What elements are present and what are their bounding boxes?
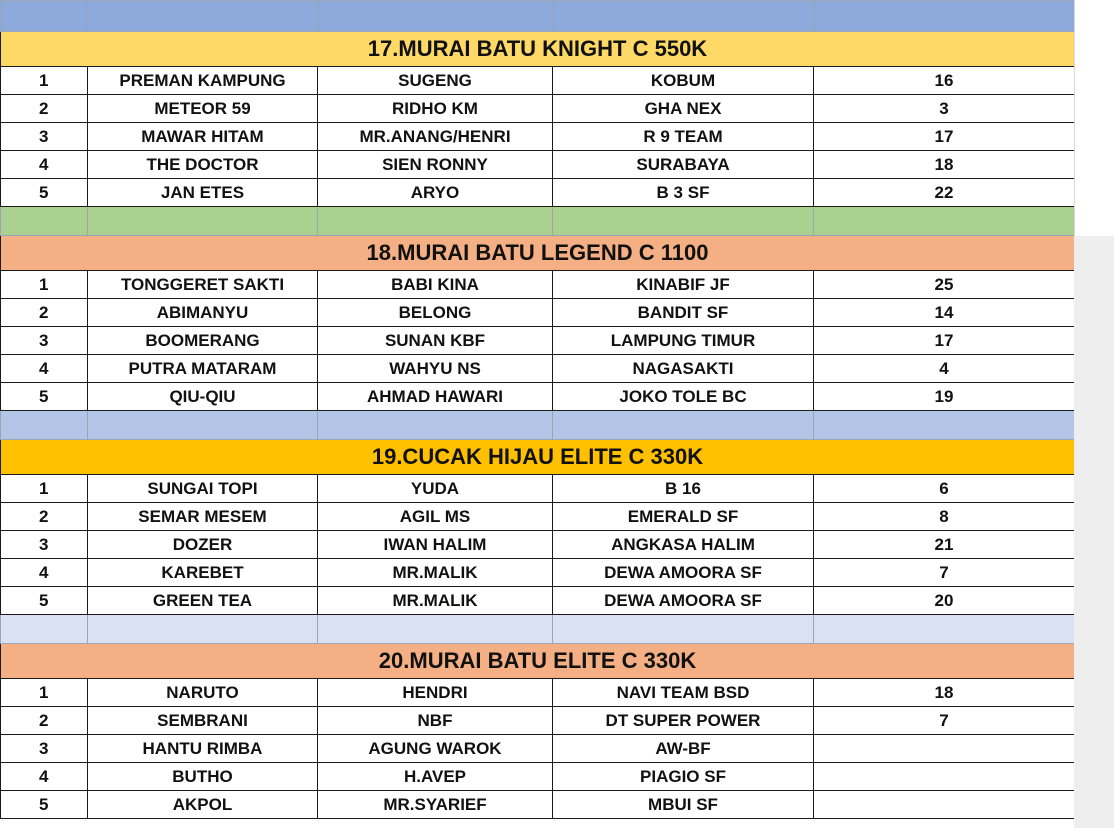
bird-name-cell[interactable]: JAN ETES — [88, 179, 318, 207]
sheet-empty-area — [1074, 236, 1114, 828]
score-cell[interactable]: 3 — [814, 95, 1075, 123]
score-cell[interactable]: 18 — [814, 151, 1075, 179]
spacer-cell[interactable] — [553, 615, 814, 644]
class-title[interactable]: 18.MURAI BATU LEGEND C 1100 — [1, 236, 1075, 271]
table-row — [1, 123, 1075, 151]
entry-number-cell[interactable]: 5 — [1, 383, 88, 411]
entry-number-cell[interactable]: 1 — [1, 67, 88, 95]
table-row — [1, 327, 1075, 355]
score-cell[interactable]: 7 — [814, 707, 1075, 735]
table-row — [1, 531, 1075, 559]
bird-name-cell[interactable]: QIU-QIU — [88, 383, 318, 411]
bird-name-cell[interactable]: PREMAN KAMPUNG — [88, 67, 318, 95]
owner-name-cell[interactable]: H.AVEP — [318, 763, 553, 791]
score-cell[interactable]: 14 — [814, 299, 1075, 327]
bird-name-cell[interactable]: GREEN TEA — [88, 587, 318, 615]
table-row — [1, 179, 1075, 207]
owner-name-cell[interactable]: YUDA — [318, 475, 553, 503]
table-row — [1, 791, 1075, 819]
header-cell[interactable] — [814, 1, 1075, 32]
header-cell[interactable] — [1, 1, 88, 32]
entry-number-cell[interactable]: 4 — [1, 763, 88, 791]
owner-name-cell[interactable]: SUNAN KBF — [318, 327, 553, 355]
table-row — [1, 679, 1075, 707]
bird-name-cell[interactable]: BUTHO — [88, 763, 318, 791]
entry-number-cell[interactable]: 3 — [1, 531, 88, 559]
score-cell[interactable]: 25 — [814, 271, 1075, 299]
score-cell[interactable]: 4 — [814, 355, 1075, 383]
table-row — [1, 95, 1075, 123]
team-name-cell[interactable]: JOKO TOLE BC — [553, 383, 814, 411]
score-cell[interactable]: 17 — [814, 327, 1075, 355]
sheet-edge — [1074, 0, 1075, 236]
team-name-cell[interactable]: EMERALD SF — [553, 503, 814, 531]
entry-number-cell[interactable]: 2 — [1, 707, 88, 735]
entry-number-cell[interactable]: 2 — [1, 95, 88, 123]
bird-name-cell[interactable]: BOOMERANG — [88, 327, 318, 355]
spacer-cell[interactable] — [553, 207, 814, 236]
score-cell[interactable] — [814, 791, 1075, 819]
class-title-row — [1, 32, 1075, 67]
table-row — [1, 151, 1075, 179]
bird-name-cell[interactable]: PUTRA MATARAM — [88, 355, 318, 383]
class-title-row — [1, 236, 1075, 271]
owner-name-cell[interactable]: MR.SYARIEF — [318, 791, 553, 819]
entry-number-cell[interactable]: 4 — [1, 151, 88, 179]
team-name-cell[interactable]: BANDIT SF — [553, 299, 814, 327]
table-row — [1, 763, 1075, 791]
header-cell[interactable] — [318, 1, 553, 32]
table-row — [1, 475, 1075, 503]
owner-name-cell[interactable]: SUGENG — [318, 67, 553, 95]
team-name-cell[interactable]: PIAGIO SF — [553, 763, 814, 791]
spacer-cell[interactable] — [88, 615, 318, 644]
spacer-row — [1, 207, 1075, 236]
sheet-body — [1, 1, 1075, 819]
bird-name-cell[interactable]: METEOR 59 — [88, 95, 318, 123]
team-name-cell[interactable]: SURABAYA — [553, 151, 814, 179]
bird-name-cell[interactable]: THE DOCTOR — [88, 151, 318, 179]
score-cell[interactable]: 19 — [814, 383, 1075, 411]
table-row — [1, 707, 1075, 735]
bird-name-cell[interactable]: HANTU RIMBA — [88, 735, 318, 763]
score-cell[interactable]: 22 — [814, 179, 1075, 207]
spacer-cell[interactable] — [88, 207, 318, 236]
entry-number-cell[interactable]: 3 — [1, 327, 88, 355]
team-name-cell[interactable]: B 3 SF — [553, 179, 814, 207]
spacer-cell[interactable] — [88, 411, 318, 440]
owner-name-cell[interactable]: BELONG — [318, 299, 553, 327]
team-name-cell[interactable]: MBUI SF — [553, 791, 814, 819]
score-cell[interactable]: 21 — [814, 531, 1075, 559]
table-row — [1, 271, 1075, 299]
spacer-cell[interactable] — [318, 615, 553, 644]
table-row — [1, 503, 1075, 531]
spacer-cell[interactable] — [1, 207, 88, 236]
entry-number-cell[interactable]: 1 — [1, 475, 88, 503]
spacer-row — [1, 615, 1075, 644]
class-title[interactable]: 19.CUCAK HIJAU ELITE C 330K — [1, 440, 1075, 475]
owner-name-cell[interactable]: MR.ANANG/HENRI — [318, 123, 553, 151]
score-cell[interactable]: 8 — [814, 503, 1075, 531]
score-cell[interactable]: 18 — [814, 679, 1075, 707]
owner-name-cell[interactable]: SIEN RONNY — [318, 151, 553, 179]
owner-name-cell[interactable]: HENDRI — [318, 679, 553, 707]
owner-name-cell[interactable]: MR.MALIK — [318, 559, 553, 587]
spacer-cell[interactable] — [1, 615, 88, 644]
spacer-row — [1, 411, 1075, 440]
class-title-row — [1, 440, 1075, 475]
table-row — [1, 735, 1075, 763]
bird-name-cell[interactable]: NARUTO — [88, 679, 318, 707]
owner-name-cell[interactable]: WAHYU NS — [318, 355, 553, 383]
table-row — [1, 383, 1075, 411]
table-row — [1, 355, 1075, 383]
header-bar — [1, 1, 1075, 32]
team-name-cell[interactable]: DT SUPER POWER — [553, 707, 814, 735]
team-name-cell[interactable]: DEWA AMOORA SF — [553, 559, 814, 587]
owner-name-cell[interactable]: IWAN HALIM — [318, 531, 553, 559]
score-cell[interactable] — [814, 735, 1075, 763]
entry-number-cell[interactable]: 5 — [1, 587, 88, 615]
bird-name-cell[interactable]: KAREBET — [88, 559, 318, 587]
score-cell[interactable]: 17 — [814, 123, 1075, 151]
owner-name-cell[interactable]: AGUNG WAROK — [318, 735, 553, 763]
table-row — [1, 587, 1075, 615]
team-name-cell[interactable]: KINABIF JF — [553, 271, 814, 299]
team-name-cell[interactable]: NAVI TEAM BSD — [553, 679, 814, 707]
entry-number-cell[interactable]: 4 — [1, 559, 88, 587]
team-name-cell[interactable]: DEWA AMOORA SF — [553, 587, 814, 615]
owner-name-cell[interactable]: RIDHO KM — [318, 95, 553, 123]
score-cell[interactable]: 16 — [814, 67, 1075, 95]
owner-name-cell[interactable]: BABI KINA — [318, 271, 553, 299]
score-cell[interactable] — [814, 763, 1075, 791]
score-cell[interactable]: 20 — [814, 587, 1075, 615]
owner-name-cell[interactable]: AHMAD HAWARI — [318, 383, 553, 411]
team-name-cell[interactable]: GHA NEX — [553, 95, 814, 123]
score-cell[interactable]: 7 — [814, 559, 1075, 587]
bird-name-cell[interactable]: MAWAR HITAM — [88, 123, 318, 151]
bird-name-cell[interactable]: ABIMANYU — [88, 299, 318, 327]
spacer-cell[interactable] — [318, 411, 553, 440]
team-name-cell[interactable]: B 16 — [553, 475, 814, 503]
entry-number-cell[interactable]: 4 — [1, 355, 88, 383]
owner-name-cell[interactable]: MR.MALIK — [318, 587, 553, 615]
header-cell[interactable] — [88, 1, 318, 32]
table-row — [1, 299, 1075, 327]
entry-number-cell[interactable]: 2 — [1, 503, 88, 531]
class-title-row — [1, 644, 1075, 679]
bird-name-cell[interactable]: SEMAR MESEM — [88, 503, 318, 531]
entry-number-cell[interactable]: 2 — [1, 299, 88, 327]
header-cell[interactable] — [553, 1, 814, 32]
team-name-cell[interactable]: NAGASAKTI — [553, 355, 814, 383]
team-name-cell[interactable]: R 9 TEAM — [553, 123, 814, 151]
entry-number-cell[interactable]: 1 — [1, 271, 88, 299]
bird-name-cell[interactable]: DOZER — [88, 531, 318, 559]
owner-name-cell[interactable]: NBF — [318, 707, 553, 735]
entry-number-cell[interactable]: 1 — [1, 679, 88, 707]
bird-name-cell[interactable]: SEMBRANI — [88, 707, 318, 735]
team-name-cell[interactable]: ANGKASA HALIM — [553, 531, 814, 559]
table-row — [1, 559, 1075, 587]
spacer-cell[interactable] — [814, 615, 1075, 644]
entry-number-cell[interactable]: 3 — [1, 123, 88, 151]
spacer-cell[interactable] — [1, 411, 88, 440]
owner-name-cell[interactable]: ARYO — [318, 179, 553, 207]
team-name-cell[interactable]: LAMPUNG TIMUR — [553, 327, 814, 355]
team-name-cell[interactable]: KOBUM — [553, 67, 814, 95]
owner-name-cell[interactable]: AGIL MS — [318, 503, 553, 531]
table-row — [1, 67, 1075, 95]
class-title[interactable]: 20.MURAI BATU ELITE C 330K — [1, 644, 1075, 679]
entry-number-cell[interactable]: 3 — [1, 735, 88, 763]
bird-name-cell[interactable]: TONGGERET SAKTI — [88, 271, 318, 299]
spacer-cell[interactable] — [553, 411, 814, 440]
team-name-cell[interactable]: AW-BF — [553, 735, 814, 763]
class-title[interactable]: 17.MURAI BATU KNIGHT C 550K — [1, 32, 1075, 67]
spacer-cell[interactable] — [318, 207, 553, 236]
entry-number-cell[interactable]: 5 — [1, 791, 88, 819]
bird-name-cell[interactable]: AKPOL — [88, 791, 318, 819]
score-cell[interactable]: 6 — [814, 475, 1075, 503]
spacer-cell[interactable] — [814, 411, 1075, 440]
spacer-cell[interactable] — [814, 207, 1075, 236]
bird-name-cell[interactable]: SUNGAI TOPI — [88, 475, 318, 503]
entry-number-cell[interactable]: 5 — [1, 179, 88, 207]
